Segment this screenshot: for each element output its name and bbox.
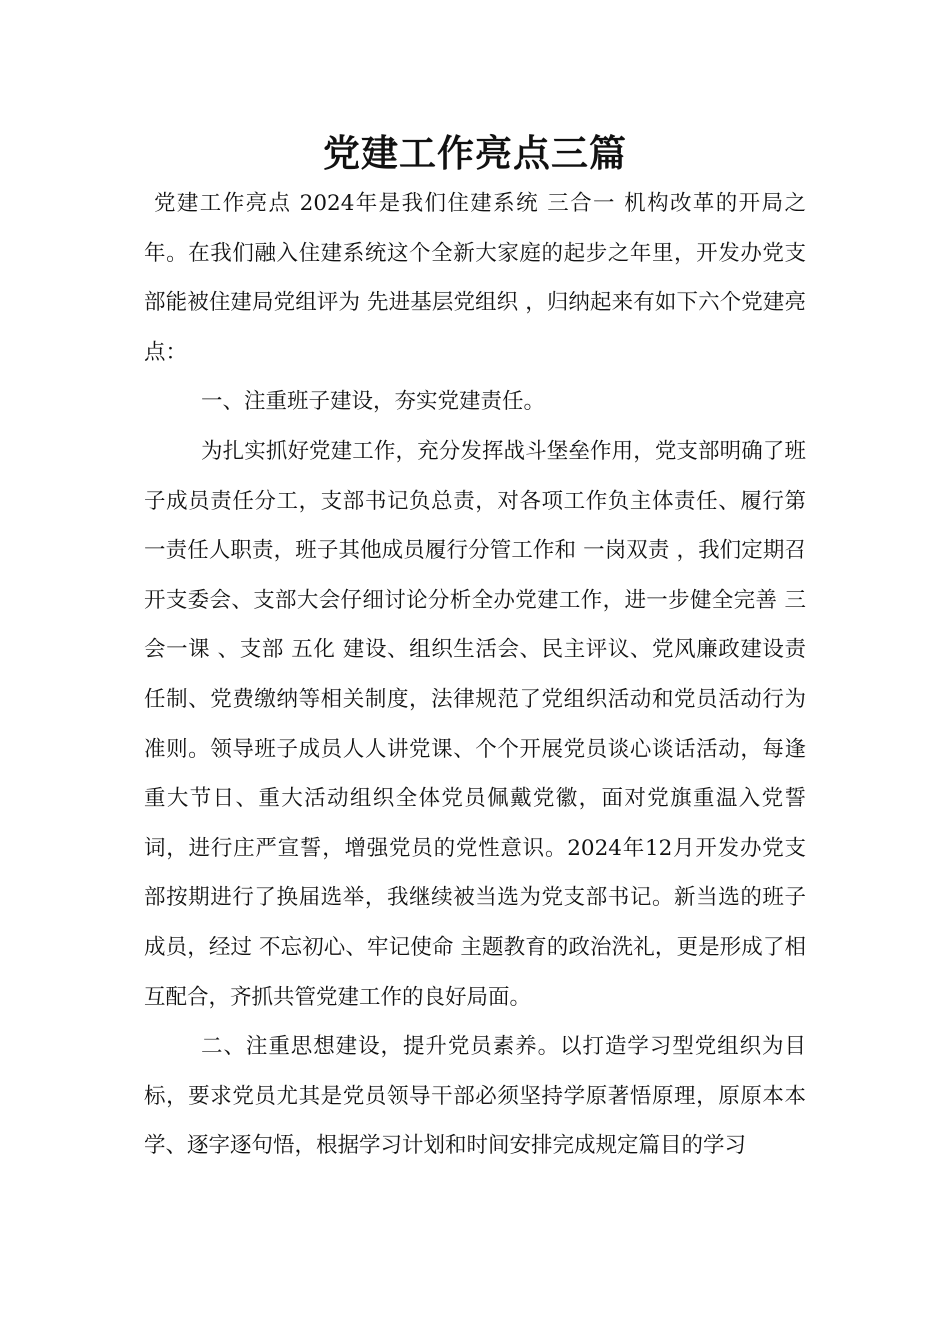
document-body xyxy=(144,179,806,1171)
paragraph-intro: 党建工作亮点 2024年是我们住建系统 三合一 机构改革的开局之年。在我们融入住建系统这个全新大家庭的起步之年里，开发办党支部能被住建局党组评为 先进基层党组织 ，归纳起来有如下六个党建亮点： xyxy=(144,191,806,365)
section-heading-1: 一、注重班子建设，夯实党建责任。 xyxy=(201,389,546,415)
section-heading-2: 二、注重思想建设，提升党员素养。以打造学习型党组织为目标，要求党员尤其是党员领导干部必须坚持学原著悟原理，原原本本学、逐字逐句悟，根据学习计划和时间安排完成规定篇目的学习 xyxy=(144,1034,806,1159)
paragraph-section-1: 为扎实抓好党建工作，充分发挥战斗堡垒作用，党支部明确了班子成员责任分工，支部书记负总责，对各项工作负主体责任、履行第一责任人职责，班子其他成员履行分管工作和 一岗双责 ，我们定期召开支委会、支部大会仔细讨论分析全办党建工作，进一步健全完善 三会一课 、支部 五化 建设、组织生活会、民主评议、党风廉政建设责任制、党费缴纳等相关制度，法律规范了党组织活动和党员活动行为准则。领导班子成员人人讲党课、个个开展党员谈心谈话活动，每逢重大节日、重大活动组织全体党员佩戴党徽，面对党旗重温入党誓词，进行庄严宣誓，增强党员的党性意识。2024年12月开发办党支部按期进行了换届选举，我继续被当选为党支部书记。新当选的班子成员，经过 不忘初心、牢记使命 主题教育的政治洗礼，更是形成了相互配合，齐抓共管党建工作的良好局面。 xyxy=(144,438,806,1010)
page-title: 党建工作亮点三篇 xyxy=(323,132,627,175)
